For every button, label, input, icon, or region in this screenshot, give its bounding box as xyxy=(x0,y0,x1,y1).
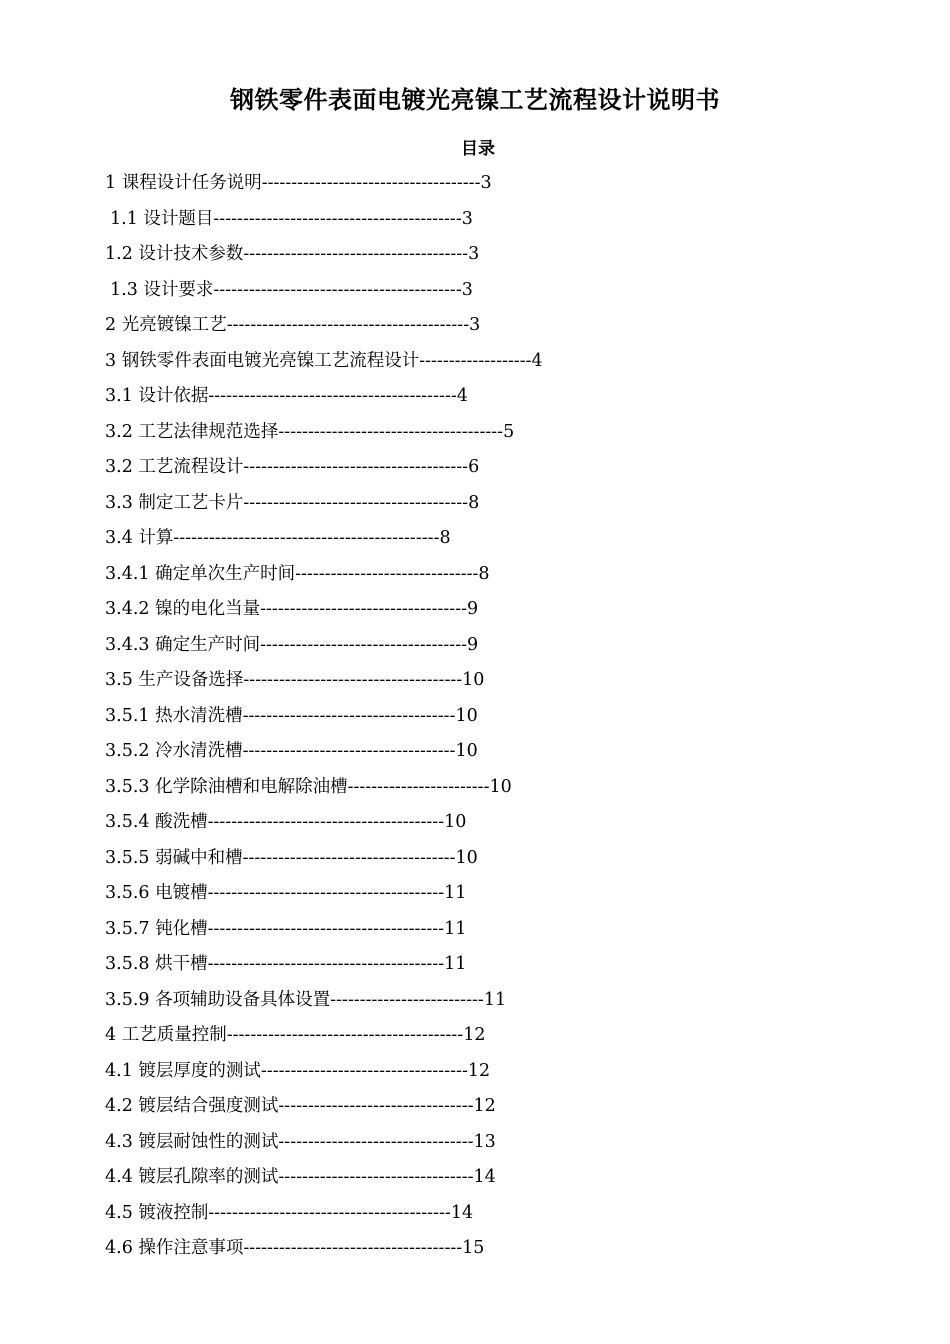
toc-entry[interactable]: 3.5.9 各项辅助设备具体设置--------------------------11 xyxy=(105,989,507,1010)
toc-entry[interactable]: 1 课程设计任务说明-------------------------------------3 xyxy=(105,173,492,193)
toc-entry[interactable]: 3.5.7 钝化槽----------------------------------------11 xyxy=(105,918,467,939)
toc-entry[interactable]: 3.5 生产设备选择-------------------------------------10 xyxy=(105,670,485,690)
toc-entry[interactable]: 4.2 镀层结合强度测试---------------------------------12 xyxy=(105,1096,496,1116)
toc-entry[interactable]: 4.6 操作注意事项-------------------------------------15 xyxy=(105,1238,485,1258)
toc-entry[interactable]: 1.3 设计要求------------------------------------------3 xyxy=(110,279,473,300)
toc-entry[interactable]: 3.5.2 冷水清洗槽------------------------------------10 xyxy=(105,741,478,761)
toc-entry[interactable]: 4.5 镀液控制-----------------------------------------14 xyxy=(105,1202,474,1223)
toc-entry[interactable]: 4.1 镀层厚度的测试-----------------------------------12 xyxy=(105,1060,491,1081)
toc-entry[interactable]: 3 钢铁零件表面电镀光亮镍工艺流程设计-------------------4 xyxy=(105,350,543,371)
toc-entry[interactable]: 3.4.2 镍的电化当量-----------------------------------9 xyxy=(105,599,479,619)
toc-entry[interactable]: 3.5.4 酸洗槽----------------------------------------10 xyxy=(105,812,467,832)
toc-entry[interactable]: 3.5.1 热水清洗槽------------------------------------10 xyxy=(105,705,478,726)
toc-heading: 目录 xyxy=(461,139,495,159)
toc-entry[interactable]: 3.5.5 弱碱中和槽------------------------------------10 xyxy=(105,847,478,868)
toc-entry[interactable]: 4.4 镀层孔隙率的测试---------------------------------14 xyxy=(105,1167,496,1187)
toc-entry[interactable]: 4.3 镀层耐蚀性的测试---------------------------------13 xyxy=(105,1131,496,1152)
toc-entry[interactable]: 3.4.3 确定生产时间-----------------------------------9 xyxy=(105,634,479,655)
toc-entry[interactable]: 3.5.3 化学除油槽和电解除油槽------------------------10 xyxy=(105,776,512,797)
document-title: 钢铁零件表面电镀光亮镍工艺流程设计说明书 xyxy=(230,86,720,114)
toc-entry[interactable]: 3.3 制定工艺卡片--------------------------------------8 xyxy=(105,492,480,513)
toc-entry[interactable]: 4 工艺质量控制----------------------------------------12 xyxy=(105,1025,486,1045)
table-of-contents xyxy=(105,170,865,1271)
toc-entry[interactable]: 1.1 设计题目------------------------------------------3 xyxy=(110,208,473,229)
toc-entry[interactable]: 3.2 工艺流程设计--------------------------------------6 xyxy=(105,457,480,477)
toc-entry[interactable]: 3.4 计算---------------------------------------------8 xyxy=(105,528,451,548)
toc-entry[interactable]: 3.5.8 烘干槽----------------------------------------11 xyxy=(105,954,467,974)
toc-entry[interactable]: 1.2 设计技术参数--------------------------------------3 xyxy=(105,244,480,264)
toc-entry[interactable]: 3.4.1 确定单次生产时间-------------------------------8 xyxy=(105,563,490,584)
toc-entry[interactable]: 2 光亮镀镍工艺-----------------------------------------3 xyxy=(105,315,481,335)
toc-entry[interactable]: 3.2 工艺法律规范选择--------------------------------------5 xyxy=(105,421,515,442)
toc-entry[interactable]: 3.1 设计依据------------------------------------------4 xyxy=(105,386,468,406)
toc-entry[interactable]: 3.5.6 电镀槽----------------------------------------11 xyxy=(105,883,467,903)
